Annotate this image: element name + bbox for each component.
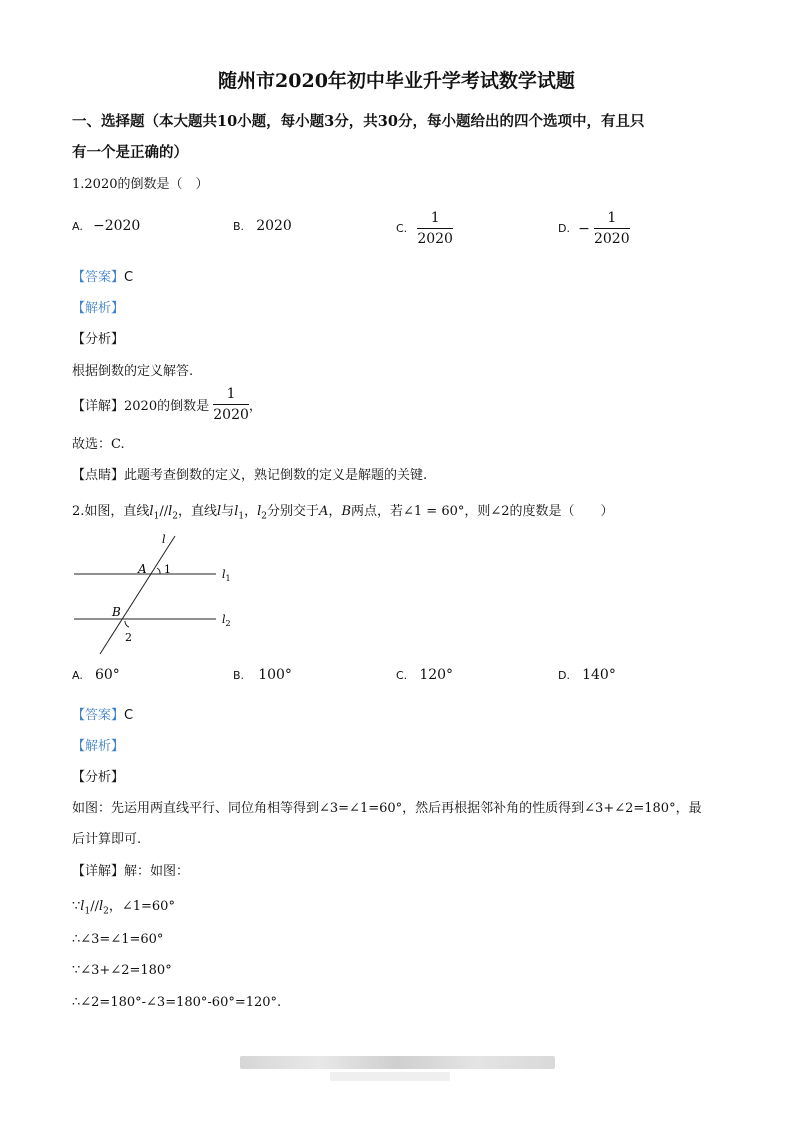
q2-answer-value: C [124, 708, 134, 723]
q1-stem: 1.2020的倒数是（ ） [72, 177, 209, 192]
q2-line-l1-sub: 1 [153, 511, 160, 522]
q2-step1 [72, 895, 175, 917]
q1-option-d-den: 2020 [594, 228, 630, 249]
q2-stem-part-b: ，直线 [177, 504, 217, 519]
q2-step1-l2-sub: 2 [103, 906, 109, 917]
q2-parallel-sign: // [159, 504, 169, 519]
q2-option-b-value: 100° [258, 667, 292, 683]
q1-option-b-value: 2020 [256, 218, 292, 234]
page-title: 随州市2020年初中毕业升学考试数学试题 [218, 70, 575, 92]
q2-option-c [396, 667, 453, 683]
figure-label-b: B [112, 605, 121, 619]
q2-step2: ∴∠3=∠1=60° [72, 932, 164, 947]
q2-stem-part-c: 与 [221, 504, 235, 519]
q2-option-a [72, 667, 120, 683]
section-heading-line2: 有一个是正确的） [72, 144, 188, 161]
q2-line-l2-again: l [257, 504, 262, 519]
figure-label-l2 [222, 613, 231, 628]
q2-step1-because: ∵ [72, 899, 81, 914]
q1-option-d-fraction [594, 208, 630, 249]
q2-line-l1-sub-again: 1 [238, 511, 245, 522]
q1-xiangjie-tag: 【详解】 [72, 399, 125, 414]
figure-label-1: 1 [164, 563, 171, 576]
q1-option-d-label: D. [558, 222, 570, 235]
figure-label-l: l [162, 533, 166, 546]
q1-dianjing-tag: 【点睛】 [72, 468, 125, 483]
q2-step1-parallel: // [90, 899, 99, 914]
q1-answer-value: C [124, 270, 134, 285]
q2-point-b: B [341, 504, 351, 519]
q1-option-b-label: B. [233, 220, 245, 233]
blurred-footer-watermark [240, 1056, 555, 1069]
section-heading-line1: 一、选择题（本大题共10小题，每小题3分，共30分，每小题给出的四个选项中，有且只 [72, 113, 645, 130]
q1-xiangjie-post: ， [248, 399, 262, 414]
q1-xiangjie-fraction [213, 384, 249, 425]
q2-option-a-value: 60° [94, 667, 120, 683]
q1-option-a-label: A. [72, 220, 83, 233]
blurred-footer-watermark-sub [330, 1072, 450, 1081]
q1-option-c [396, 208, 453, 249]
q1-analysis-tag: 【解析】 [72, 301, 125, 316]
q2-analysis-tag: 【解析】 [72, 739, 125, 754]
q1-xiangjie-num: 1 [226, 386, 236, 402]
q2-stem-part-e: 分别交于 [267, 504, 320, 519]
figure-label-l1-main: l [222, 568, 226, 581]
q2-figure [70, 532, 250, 662]
q1-option-d [558, 208, 630, 249]
q1-option-b [233, 218, 292, 234]
q1-option-a [72, 218, 140, 234]
q2-angle-expr: ∠1 = 60° [403, 504, 465, 519]
q1-option-d-sign: − [578, 220, 590, 237]
q2-point-a: A [319, 504, 329, 519]
figure-label-a: A [138, 562, 147, 576]
q2-stem-part-f: 两点，若 [351, 504, 404, 519]
figure-label-l1 [222, 568, 231, 583]
q2-step1-l2: l [98, 899, 104, 914]
q1-option-c-den: 2020 [417, 228, 453, 249]
q1-xiangjie-pre: 2020的倒数是 [124, 399, 210, 414]
q2-option-d [558, 667, 616, 683]
q2-fenxi-line2: 后计算即可. [72, 832, 142, 847]
q2-step1-l1-sub: 1 [84, 906, 91, 917]
q1-option-a-value: −2020 [92, 218, 141, 234]
q1-xiangjie-den: 2020 [213, 404, 249, 425]
q2-option-c-value: 120° [419, 667, 454, 683]
q1-guxuan: 故选：C. [72, 437, 125, 452]
q1-option-c-label: C. [396, 222, 408, 235]
figure-label-l1-sub: 1 [225, 574, 231, 583]
q2-option-c-label: C. [396, 669, 408, 682]
figure-label-2: 2 [125, 631, 132, 644]
q2-xiangjie: 【详解】解：如图： [72, 864, 190, 879]
q1-option-d-num: 1 [607, 210, 617, 226]
q1-option-c-fraction [417, 208, 453, 249]
q2-fenxi-line1: 如图：先运用两直线平行、同位角相等得到∠3=∠1=60°，然后再根据邻补角的性质得到∠3+∠2=180°，最 [72, 801, 702, 816]
figure-label-l2-main: l [222, 613, 226, 626]
q2-line-l2-sub: 2 [172, 511, 178, 522]
q2-line-l: l [217, 504, 222, 519]
q2-stem-part-a: 2.如图，直线 [72, 504, 150, 519]
q2-step1-l1: l [80, 899, 85, 914]
q2-option-d-label: D. [558, 669, 570, 682]
q2-stem [72, 500, 614, 522]
figure-label-l2-sub: 2 [225, 619, 231, 628]
q2-line-l2: l [168, 504, 173, 519]
q2-line-l1-again: l [234, 504, 239, 519]
q1-answer [72, 266, 133, 285]
q2-option-d-value: 140° [582, 667, 616, 683]
q2-option-b [233, 667, 292, 683]
q2-stem-part-g: ，则∠2的度数是（ ） [464, 504, 614, 519]
q2-option-a-label: A. [72, 669, 83, 682]
q1-fenxi-text: 根据倒数的定义解答. [72, 364, 194, 379]
q2-answer [72, 704, 133, 723]
q2-answer-tag: 【答案】 [72, 708, 125, 723]
q1-fenxi-tag: 【分析】 [72, 332, 125, 347]
q2-step1-post: ，∠1=60° [108, 899, 175, 914]
q2-stem-sep: ， [328, 504, 342, 519]
q2-option-b-label: B. [233, 669, 245, 682]
q1-option-c-num: 1 [430, 210, 440, 226]
q1-dianjing-text: 此题考查倒数的定义，熟记倒数的定义是解题的关键. [124, 468, 428, 483]
q2-line-l2-sub-again: 2 [261, 511, 268, 522]
q1-answer-tag: 【答案】 [72, 270, 125, 285]
q2-fenxi-tag: 【分析】 [72, 770, 125, 785]
q2-step4: ∴∠2=180°-∠3=180°-60°=120°. [72, 995, 282, 1010]
figure-transversal-l [100, 536, 175, 654]
q2-step3: ∵∠3+∠2=180° [72, 963, 172, 978]
q1-dianjing [72, 464, 427, 483]
figure-angle-2-arc [125, 621, 129, 627]
q2-stem-part-d: ， [244, 504, 258, 519]
figure-angle-1-arc [157, 568, 160, 574]
q2-line-l1: l [149, 504, 154, 519]
q1-xiangjie [72, 384, 262, 425]
